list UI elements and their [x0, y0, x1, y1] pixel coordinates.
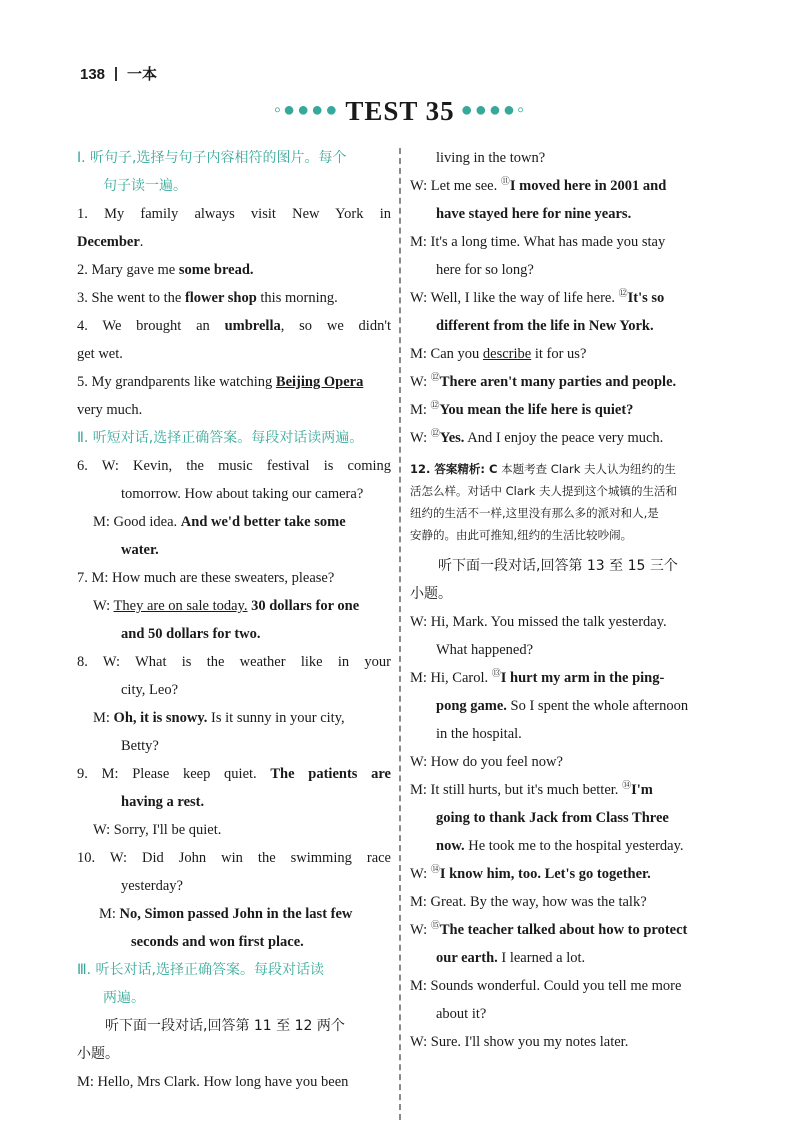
dialogue-line: M: It still hurts, but it's much better. ⑭I'm [410, 780, 653, 798]
marker-11: ⑪ [500, 176, 510, 187]
section2-heading: Ⅱ. 听短对话,选择正确答案。每段对话读两遍。 [77, 430, 364, 446]
item-3: 3. She went to the flower shop this morning. [77, 290, 338, 306]
item-10-reply-cont: seconds and won first place. [131, 934, 304, 950]
dialogue-line: here for so long? [436, 262, 534, 278]
item-4: 4. We brought an umbrella, so we didn't [77, 318, 391, 334]
dialogue-line: M: Hi, Carol. ⑬I hurt my arm in the ping- [410, 668, 665, 686]
title-dots-left: ◦●●●● [273, 99, 340, 121]
item-1: 1. My family always visit New York in [77, 206, 391, 222]
title-dots-right: ●●●●◦ [460, 99, 527, 121]
item-7-reply: W: They are on sale today. 30 dollars for one [93, 598, 360, 614]
dialogue-line: in the hospital. [436, 726, 522, 742]
dialogue-line: W: Well, I like the way of life here. ⑫It's so [410, 288, 665, 306]
section3-heading: Ⅲ. 听长对话,选择正确答案。每段对话读 [77, 962, 325, 978]
header-separator [115, 67, 117, 81]
item-1-cont: December. [77, 234, 144, 250]
answer-label: 12. 答案精析: C [410, 462, 498, 476]
item-10-cont: yesterday? [121, 878, 183, 894]
item-2: 2. Mary gave me some bread. [77, 262, 254, 278]
item-8-cont: city, Leo? [121, 682, 179, 698]
section1-heading: Ⅰ. 听句子,选择与句子内容相符的图片。每个 [77, 150, 347, 166]
dialogue-line: W: ⑭I know him, too. Let's go together. [410, 864, 651, 882]
dialogue-line: M: It's a long time. What has made you stay [410, 234, 666, 250]
right-column [410, 144, 726, 1056]
item-8-reply: M: Oh, it is snowy. Is it sunny in your city, [93, 710, 345, 726]
page-header [80, 63, 157, 84]
dialogue-line: W: Let me see. ⑪I moved here in 2001 and [410, 176, 667, 194]
item-6-reply-cont: water. [121, 542, 159, 558]
dialogue-line: W: ⑮The teacher talked about how to protect [410, 920, 688, 938]
test-title [0, 96, 800, 127]
marker-13: ⑬ [491, 668, 501, 679]
item-9: 9. M: Please keep quiet. The patients are [77, 766, 391, 782]
answer-note-12: 12. 答案精析: C 本题考查 Clark 夫人认为纽约的生 活怎么样。对话中 Clark 夫人提到这个城镇的生活和 纽约的生活不一样,这里没有那么多的派对和人,是 安静的。由此可推知,纽约的生活比较吵闹。 [410, 462, 677, 542]
dialogue-line: different from the life in New York. [436, 318, 654, 334]
intro-13-15: 听下面一段对话,回答第 13 至 15 三个 [438, 558, 678, 574]
book-name: 一本 [127, 66, 158, 83]
marker-14: ⑭ [430, 864, 440, 875]
dialogue-line: W: Sure. I'll show you my notes later. [410, 1034, 629, 1050]
dialogue-line: about it? [436, 1006, 487, 1022]
item-7-reply-cont: and 50 dollars for two. [121, 626, 261, 642]
item-4-cont: get wet. [77, 346, 123, 362]
section3-heading-cont: 两遍。 [103, 990, 145, 1006]
marker-12: ⑫ [430, 428, 440, 439]
dialogue-line: M: Sounds wonderful. Could you tell me more [410, 978, 682, 994]
section1-heading-cont: 句子读一遍。 [103, 178, 187, 194]
dialogue-line: living in the town? [436, 150, 546, 166]
intro-11-12-cont: 小题。 [77, 1046, 119, 1062]
dialogue-line: M: ⑫You mean the life here is quiet? [410, 400, 634, 418]
intro-11-12: 听下面一段对话,回答第 11 至 12 两个 [105, 1018, 345, 1034]
item-8: 8. W: What is the weather like in your [77, 654, 391, 670]
item-5-cont: very much. [77, 402, 143, 418]
dialogue-line: W: ⑫There aren't many parties and people. [410, 372, 677, 390]
item-6: 6. W: Kevin, the music festival is coming [77, 458, 391, 474]
dialogue-line: have stayed here for nine years. [436, 206, 632, 222]
marker-12: ⑫ [430, 400, 440, 411]
column-divider [399, 148, 401, 1120]
dialogue-line: W: How do you feel now? [410, 754, 563, 770]
title-text: TEST 35 [345, 96, 455, 126]
left-column [77, 144, 391, 1096]
dialogue-line: M: Great. By the way, how was the talk? [410, 894, 647, 910]
dialogue-line: M: Can you describe it for us? [410, 346, 587, 362]
marker-12: ⑫ [618, 288, 628, 299]
intro-13-15-cont: 小题。 [410, 586, 452, 602]
item-6-reply: M: Good idea. And we'd better take some [93, 514, 346, 530]
dialogue-line: M: Hello, Mrs Clark. How long have you been [77, 1074, 349, 1090]
item-5: 5. My grandparents like watching Beijing Opera [77, 374, 364, 390]
marker-14: ⑭ [622, 780, 632, 791]
item-10-reply: M: No, Simon passed John in the last few [99, 906, 353, 922]
dialogue-line: W: Hi, Mark. You missed the talk yesterday. [410, 614, 667, 630]
item-9-cont: having a rest. [121, 794, 205, 810]
marker-15: ⑮ [430, 920, 440, 931]
dialogue-line: What happened? [436, 642, 534, 658]
page-number: 138 [80, 66, 106, 83]
marker-12: ⑫ [430, 372, 440, 383]
dialogue-line: W: ⑫Yes. And I enjoy the peace very much. [410, 428, 664, 446]
dialogue-line: pong game. So I spent the whole afternoon [436, 698, 689, 714]
item-9-reply: W: Sorry, I'll be quiet. [93, 822, 222, 838]
item-8-reply-cont: Betty? [121, 738, 159, 754]
item-7: 7. M: How much are these sweaters, please? [77, 570, 335, 586]
dialogue-line: our earth. I learned a lot. [436, 950, 586, 966]
dialogue-line: going to thank Jack from Class Three [436, 810, 669, 826]
item-10: 10. W: Did John win the swimming race [77, 850, 391, 866]
dialogue-line: now. He took me to the hospital yesterday. [436, 838, 684, 854]
item-6-cont: tomorrow. How about taking our camera? [121, 486, 364, 502]
